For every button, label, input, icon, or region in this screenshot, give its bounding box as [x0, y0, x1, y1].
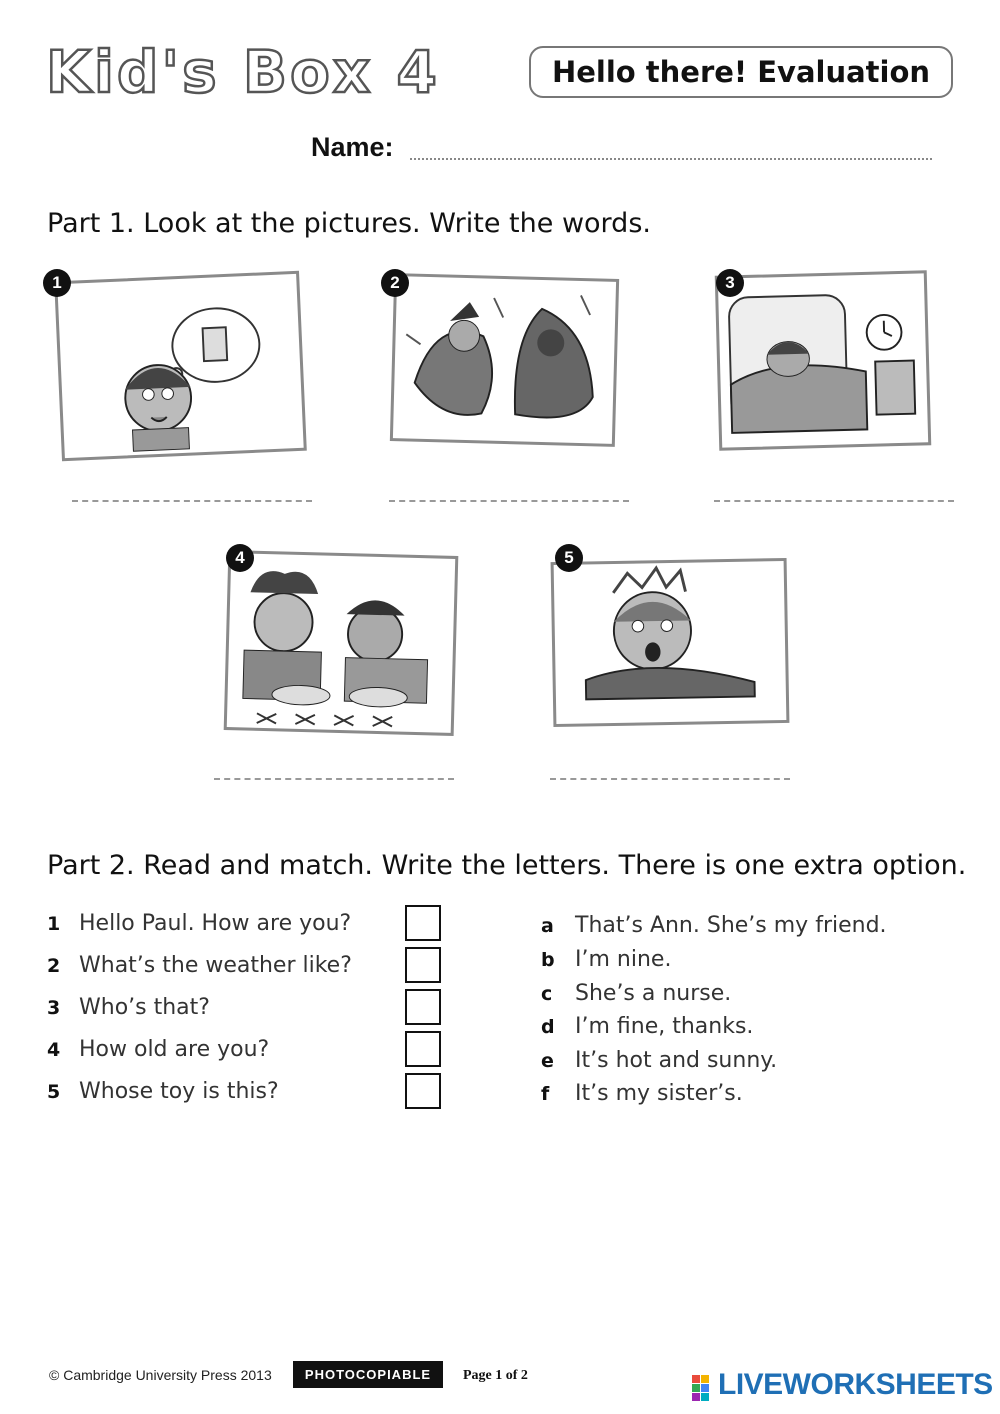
question-text: How old are you? [79, 1037, 270, 1062]
photocopiable-badge: PHOTOCOPIABLE [293, 1361, 443, 1388]
answer-line-1[interactable] [72, 500, 312, 502]
tired-boy-picture [551, 558, 790, 727]
name-field[interactable] [410, 158, 932, 160]
answer-box-5[interactable] [405, 1073, 441, 1109]
liveworksheets-brand: LIVEWORKSHEETS [718, 1368, 993, 1401]
picture-number: 4 [226, 544, 254, 572]
question-number: 1 [47, 913, 61, 935]
part2-title: Part 2. Read and match. Write the letters. There is one extra option. [47, 850, 967, 881]
question-item [47, 995, 210, 1020]
boy-in-bed-picture [715, 270, 932, 450]
option-item [541, 913, 887, 938]
page-number: Page 1 of 2 [463, 1368, 528, 1383]
question-item [47, 1079, 279, 1104]
option-text: I’m nine. [575, 947, 672, 972]
answer-line-2[interactable] [389, 500, 629, 502]
picture-number: 5 [555, 544, 583, 572]
option-text: I’m fine, thanks. [575, 1014, 754, 1039]
question-number: 4 [47, 1039, 61, 1061]
option-item [541, 1014, 753, 1039]
question-number: 2 [47, 955, 61, 977]
question-item [47, 953, 352, 978]
kids-box-logo: Kid's Box 4 [46, 38, 440, 106]
question-text: Who’s that? [79, 995, 210, 1020]
thirsty-boy-picture [54, 271, 307, 462]
cold-boys-picture [390, 273, 619, 447]
answer-line-4[interactable] [214, 778, 454, 780]
question-text: Whose toy is this? [79, 1079, 279, 1104]
question-item [47, 911, 351, 936]
option-letter: c [541, 983, 553, 1005]
option-text: It’s hot and sunny. [575, 1048, 778, 1073]
question-text: Hello Paul. How are you? [79, 911, 352, 936]
option-letter: a [541, 915, 554, 937]
option-letter: e [541, 1050, 554, 1072]
picture-number: 1 [43, 269, 71, 297]
answer-box-4[interactable] [405, 1031, 441, 1067]
evaluation-title: Hello there! Evaluation [529, 46, 953, 98]
name-label: Name: [311, 132, 394, 162]
part1-title: Part 1. Look at the pictures. Write the words. [47, 208, 651, 239]
answer-line-5[interactable] [550, 778, 790, 780]
picture-number: 3 [716, 269, 744, 297]
option-letter: b [541, 949, 555, 971]
liveworksheets-logo-icon [692, 1375, 718, 1401]
option-item [541, 947, 671, 972]
children-eating-picture [224, 550, 459, 736]
option-text: That’s Ann. She’s my friend. [575, 913, 887, 938]
option-letter: d [541, 1016, 555, 1038]
answer-box-1[interactable] [405, 905, 441, 941]
answer-box-3[interactable] [405, 989, 441, 1025]
question-text: What’s the weather like? [79, 953, 352, 978]
question-number: 3 [47, 997, 61, 1019]
option-text: She’s a nurse. [575, 981, 732, 1006]
option-item [541, 1081, 743, 1106]
option-item [541, 981, 731, 1006]
copyright-text: © Cambridge University Press 2013 [49, 1367, 272, 1383]
picture-number: 2 [381, 269, 409, 297]
question-item [47, 1037, 269, 1062]
answer-box-2[interactable] [405, 947, 441, 983]
answer-line-3[interactable] [714, 500, 954, 502]
option-item [541, 1048, 777, 1073]
option-text: It’s my sister’s. [575, 1081, 743, 1106]
option-letter: f [541, 1083, 550, 1105]
question-number: 5 [47, 1081, 61, 1103]
